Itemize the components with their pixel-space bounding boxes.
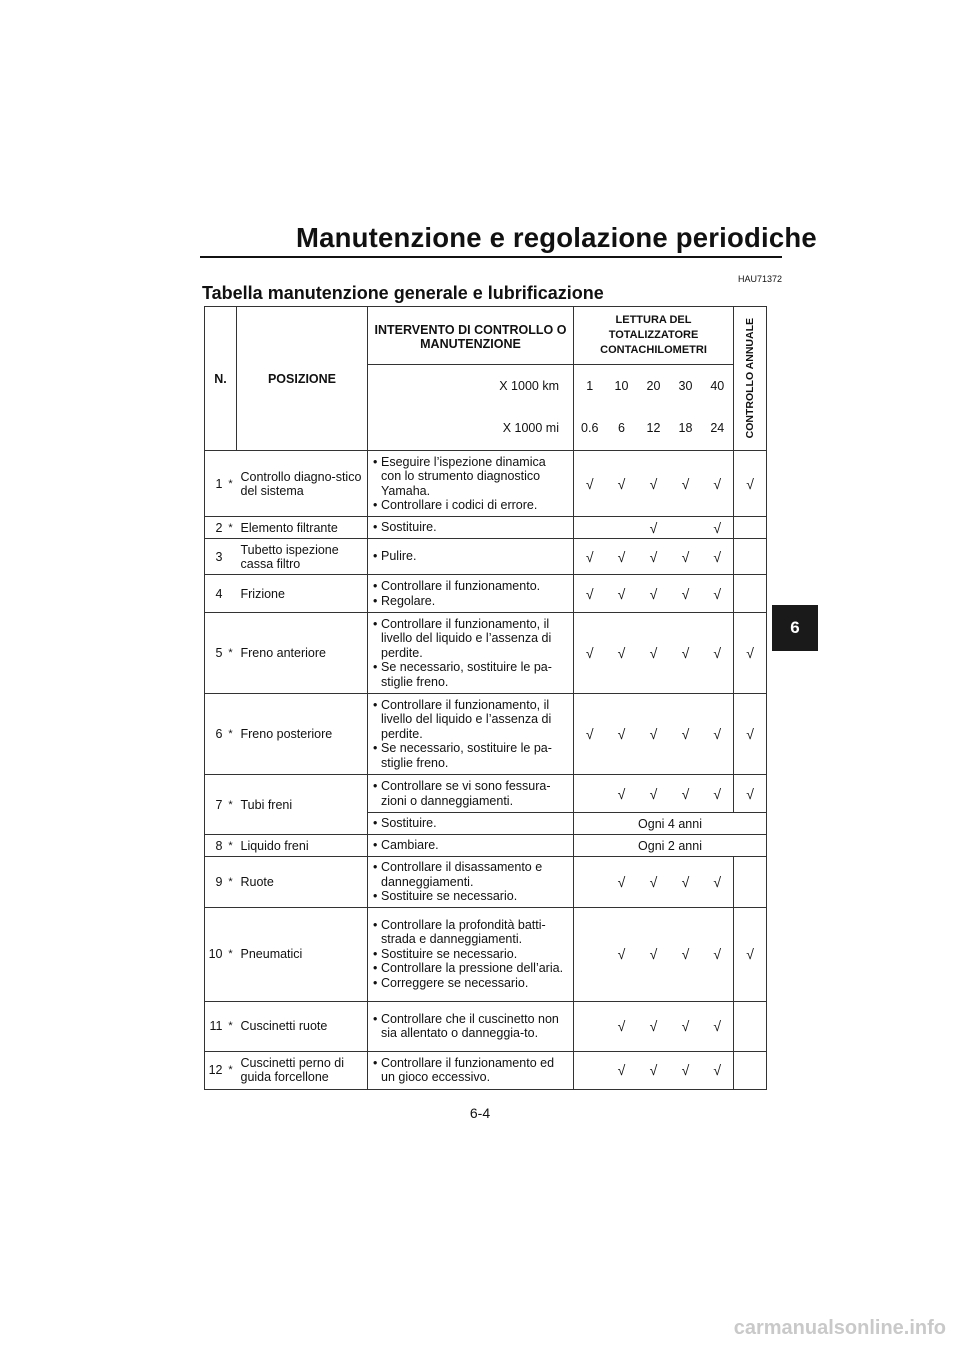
check-mark-icon: √ xyxy=(649,1018,658,1034)
row-number: 8 xyxy=(205,835,225,857)
bullet-text: Sostituire se necessario. xyxy=(381,889,518,903)
bullet-item xyxy=(373,455,569,499)
bullet-text: Sostituire. xyxy=(381,816,437,831)
bullet-icon: • xyxy=(373,838,378,853)
bullet-icon: • xyxy=(373,917,378,932)
check-cell xyxy=(574,775,606,813)
check-cell xyxy=(574,857,606,908)
bullet-icon: • xyxy=(373,961,378,976)
bullet-icon: • xyxy=(373,779,378,793)
table-row xyxy=(205,857,767,908)
bullet-text: Controllare il funzionamento ed un gioco eccessivo. xyxy=(381,1055,555,1084)
check-mark-icon: √ xyxy=(649,645,658,661)
check-cell xyxy=(574,1001,606,1051)
row-position: Pneumatici xyxy=(237,907,368,1001)
row-number: 12 xyxy=(205,1051,225,1089)
check-mark-icon: √ xyxy=(649,726,658,742)
check-cell xyxy=(574,613,606,694)
mi-0.6: 0.6 xyxy=(574,407,606,451)
check-cell xyxy=(574,517,606,539)
check-mark-icon: √ xyxy=(746,946,754,962)
bullet-text: Controllare la pressione dell’aria. xyxy=(381,961,564,976)
check-mark-icon: √ xyxy=(617,1018,626,1034)
row-position: Cuscinetti perno di guida forcellone xyxy=(237,1051,368,1089)
table-row xyxy=(205,775,767,813)
row-position: Controllo diagno-stico del sistema xyxy=(237,451,368,517)
row-position: Elemento filtrante xyxy=(237,517,368,539)
bullet-item xyxy=(373,741,569,770)
check-mark-icon: √ xyxy=(649,1062,658,1078)
check-mark-icon: √ xyxy=(681,726,690,742)
row-star: * xyxy=(225,907,237,1001)
row-10-description xyxy=(368,907,574,1001)
watermark: carmanualsonline.info xyxy=(733,1317,946,1339)
row-7-description xyxy=(368,813,574,835)
row-9-description xyxy=(368,857,574,908)
check-mark-icon: √ xyxy=(681,1062,690,1078)
mi-6: 6 xyxy=(606,407,638,451)
bullet-item xyxy=(373,779,569,808)
bullet-text: Controllare il disassamento e danneggiamenti. xyxy=(381,860,543,889)
row-position: Freno anteriore xyxy=(237,613,368,694)
check-cell xyxy=(606,775,638,813)
check-mark-icon: √ xyxy=(585,585,594,602)
row-star: * xyxy=(225,517,237,539)
check-mark-icon: √ xyxy=(681,946,690,962)
check-mark-icon: √ xyxy=(681,475,690,492)
row-star: * xyxy=(225,613,237,694)
table-row xyxy=(205,835,767,857)
check-mark-icon: √ xyxy=(713,548,722,565)
check-mark-icon: √ xyxy=(617,873,626,890)
check-mark-icon: √ xyxy=(617,548,626,565)
row-position: Frizione xyxy=(237,575,368,613)
check-cell xyxy=(606,539,638,575)
row-5-description xyxy=(368,613,574,694)
check-cell xyxy=(734,1051,767,1089)
check-cell xyxy=(702,1001,734,1051)
bullet-icon: • xyxy=(373,741,378,756)
bullet-item xyxy=(373,918,569,947)
bullet-item xyxy=(373,594,569,609)
check-cell xyxy=(702,451,734,517)
bullet-icon: • xyxy=(373,549,378,564)
check-cell xyxy=(638,1001,670,1051)
check-mark-icon: √ xyxy=(713,645,722,661)
bullet-icon: • xyxy=(373,579,378,593)
check-cell xyxy=(606,575,638,613)
check-mark-icon: √ xyxy=(746,785,754,802)
check-cell xyxy=(574,575,606,613)
check-cell xyxy=(606,694,638,775)
check-mark-icon: √ xyxy=(585,475,594,492)
bullet-item xyxy=(373,549,569,564)
mi-12: 12 xyxy=(638,407,670,451)
row-number: 4 xyxy=(205,575,225,613)
table-row xyxy=(205,1051,767,1089)
header-posizione: POSIZIONE xyxy=(237,307,368,451)
bullet-text: Sostituire se necessario. xyxy=(381,946,518,961)
check-cell xyxy=(606,1051,638,1089)
row-star xyxy=(225,539,237,575)
mi-24: 24 xyxy=(702,407,734,451)
bullet-text: Sostituire. xyxy=(381,520,437,535)
check-cell xyxy=(606,1001,638,1051)
bullet-item xyxy=(373,579,569,594)
check-mark-icon: √ xyxy=(746,645,754,661)
maintenance-table xyxy=(204,306,767,1090)
check-cell xyxy=(702,517,734,539)
table-row xyxy=(205,539,767,575)
check-cell xyxy=(702,907,734,1001)
mi-18: 18 xyxy=(670,407,702,451)
check-mark-icon: √ xyxy=(649,785,658,802)
check-cell xyxy=(670,575,702,613)
check-mark-icon: √ xyxy=(649,946,658,962)
check-mark-icon: √ xyxy=(713,475,722,492)
check-cell xyxy=(606,907,638,1001)
row-number: 1 xyxy=(205,451,225,517)
check-cell xyxy=(702,694,734,775)
check-cell xyxy=(606,517,638,539)
row-position: Freno posteriore xyxy=(237,694,368,775)
check-cell xyxy=(606,613,638,694)
check-mark-icon: √ xyxy=(617,475,626,492)
table-row xyxy=(205,613,767,694)
check-mark-icon: √ xyxy=(585,548,594,565)
row-star: * xyxy=(225,1051,237,1089)
check-mark-icon: √ xyxy=(617,946,626,962)
row-3-description xyxy=(368,539,574,575)
check-cell xyxy=(670,539,702,575)
bullet-icon: • xyxy=(373,946,378,961)
bullet-item xyxy=(373,498,569,513)
header-intervento: INTERVENTO DI CONTROLLO O MANUTENZIONE xyxy=(368,307,574,365)
check-mark-icon: √ xyxy=(713,1018,722,1034)
bullet-item xyxy=(373,1056,569,1085)
check-cell xyxy=(734,575,767,613)
check-cell xyxy=(638,857,670,908)
bullet-item xyxy=(373,816,569,831)
check-mark-icon: √ xyxy=(713,873,722,890)
bullet-item xyxy=(373,860,569,889)
check-cell xyxy=(638,539,670,575)
check-cell xyxy=(670,451,702,517)
check-cell xyxy=(670,1051,702,1089)
bullet-item xyxy=(373,889,569,904)
table-row xyxy=(205,694,767,775)
km-40: 40 xyxy=(702,365,734,407)
check-cell xyxy=(638,775,670,813)
check-cell xyxy=(670,907,702,1001)
km-1: 1 xyxy=(574,365,606,407)
page-title: Manutenzione e regolazione periodiche xyxy=(296,222,817,253)
bullet-icon: • xyxy=(373,616,378,631)
row-position: Tubetto ispezione cassa filtro xyxy=(237,539,368,575)
check-cell xyxy=(734,517,767,539)
row-number: 11 xyxy=(205,1001,225,1051)
bullet-item xyxy=(373,976,569,991)
check-cell xyxy=(734,907,767,1001)
check-cell xyxy=(670,857,702,908)
check-mark-icon: √ xyxy=(649,873,658,890)
check-cell xyxy=(702,1051,734,1089)
row-number: 2 xyxy=(205,517,225,539)
check-cell xyxy=(574,694,606,775)
check-mark-icon: √ xyxy=(617,726,626,742)
km-20: 20 xyxy=(638,365,670,407)
check-cell xyxy=(670,775,702,813)
bullet-text: Controllare il funzionamento, il livello del liquido e l’assenza di perdite. xyxy=(381,616,552,660)
bullet-icon: • xyxy=(373,1011,378,1026)
bullet-text: Cambiare. xyxy=(381,838,439,853)
row-star xyxy=(225,575,237,613)
bullet-text: Pulire. xyxy=(381,549,417,564)
row-number: 7 xyxy=(205,775,225,835)
chapter-tab: 6 xyxy=(772,605,818,651)
check-mark-icon: √ xyxy=(681,585,690,602)
table-row xyxy=(205,1001,767,1051)
check-mark-icon: √ xyxy=(681,785,690,802)
header-lettura: LETTURA DEL TOTALIZZATORE CONTACHILOMETRI xyxy=(574,307,734,365)
check-mark-icon: √ xyxy=(649,585,658,602)
bullet-item xyxy=(373,961,569,976)
check-mark-icon: √ xyxy=(681,873,690,890)
row-star: * xyxy=(225,694,237,775)
bullet-text: Controllare che il cuscinetto non sia allentato o danneggia-to. xyxy=(381,1011,559,1040)
check-cell xyxy=(638,451,670,517)
table-row xyxy=(205,451,767,517)
check-mark-icon: √ xyxy=(681,548,690,565)
check-cell xyxy=(734,775,767,813)
check-cell xyxy=(638,575,670,613)
bullet-text: Eseguire l’ispezione dinamica con lo strumento diagnostico Yamaha. xyxy=(381,454,546,498)
interval-note: Ogni 4 anni xyxy=(574,813,767,835)
row-position: Liquido freni xyxy=(237,835,368,857)
row-12-description xyxy=(368,1051,574,1089)
check-mark-icon: √ xyxy=(617,645,626,661)
row-position: Ruote xyxy=(237,857,368,908)
bullet-text: Se necessario, sostituire le pa-stiglie freno. xyxy=(381,741,552,770)
mi-label: X 1000 mi xyxy=(368,407,574,451)
check-cell xyxy=(574,539,606,575)
row-2-description xyxy=(368,517,574,539)
check-cell xyxy=(638,613,670,694)
bullet-icon: • xyxy=(373,816,378,831)
row-8-description xyxy=(368,835,574,857)
check-cell xyxy=(638,1051,670,1089)
check-cell xyxy=(574,451,606,517)
reference-code: HAU71372 xyxy=(737,274,782,284)
check-cell xyxy=(734,539,767,575)
bullet-text: Controllare il funzionamento, il livello del liquido e l’assenza di perdite. xyxy=(381,697,552,741)
check-cell xyxy=(638,694,670,775)
check-mark-icon: √ xyxy=(649,548,658,565)
check-cell xyxy=(606,451,638,517)
header-n: N. xyxy=(205,307,237,451)
check-cell xyxy=(702,775,734,813)
bullet-icon: • xyxy=(373,975,378,990)
check-mark-icon: √ xyxy=(713,519,722,536)
check-cell xyxy=(702,539,734,575)
check-mark-icon: √ xyxy=(649,519,658,536)
row-number: 10 xyxy=(205,907,225,1001)
row-star: * xyxy=(225,451,237,517)
check-mark-icon: √ xyxy=(713,946,722,962)
bullet-item xyxy=(373,660,569,689)
bullet-icon: • xyxy=(373,889,378,903)
bullet-item xyxy=(373,617,569,661)
bullet-text: Controllare la profondità batti-strada e danneggiamenti. xyxy=(381,917,546,947)
bullet-icon: • xyxy=(373,697,378,712)
check-mark-icon: √ xyxy=(746,726,754,742)
row-7-description xyxy=(368,775,574,813)
table-row xyxy=(205,517,767,539)
row-number: 9 xyxy=(205,857,225,908)
check-mark-icon: √ xyxy=(585,726,594,742)
check-cell xyxy=(670,613,702,694)
bullet-icon: • xyxy=(373,520,378,535)
bullet-text: Controllare se vi sono fessura-zioni o danneggiamenti. xyxy=(381,779,551,808)
row-4-description xyxy=(368,575,574,613)
bullet-icon: • xyxy=(373,454,378,469)
check-cell xyxy=(734,857,767,908)
check-mark-icon: √ xyxy=(681,1018,690,1034)
row-star: * xyxy=(225,835,237,857)
row-star: * xyxy=(225,857,237,908)
row-number: 3 xyxy=(205,539,225,575)
check-mark-icon: √ xyxy=(681,645,690,661)
bullet-text: Regolare. xyxy=(381,593,436,608)
bullet-icon: • xyxy=(373,1055,378,1070)
check-mark-icon: √ xyxy=(713,785,722,802)
check-mark-icon: √ xyxy=(617,585,626,602)
check-cell xyxy=(670,517,702,539)
header-controllo-annuale xyxy=(734,307,767,451)
bullet-item xyxy=(373,947,569,962)
check-cell xyxy=(638,517,670,539)
check-mark-icon: √ xyxy=(713,726,722,742)
check-cell xyxy=(606,857,638,908)
bullet-icon: • xyxy=(373,660,378,675)
table-row xyxy=(205,575,767,613)
bullet-icon: • xyxy=(373,593,378,608)
row-number: 5 xyxy=(205,613,225,694)
header-rule xyxy=(200,256,782,258)
check-cell xyxy=(734,1001,767,1051)
bullet-text: Correggere se necessario. xyxy=(381,975,529,990)
section-title: Tabella manutenzione generale e lubrificazione xyxy=(202,283,604,303)
bullet-item xyxy=(373,838,569,853)
bullet-text: Controllare i codici di errore. xyxy=(381,498,538,512)
check-mark-icon: √ xyxy=(617,1062,626,1078)
check-cell xyxy=(702,613,734,694)
check-cell xyxy=(574,1051,606,1089)
bullet-text: Controllare il funzionamento. xyxy=(381,579,541,593)
row-star: * xyxy=(225,1001,237,1051)
row-1-description xyxy=(368,451,574,517)
controllo-annuale-label: CONTROLLO ANNUALE xyxy=(744,318,757,439)
check-cell xyxy=(670,694,702,775)
row-11-description xyxy=(368,1001,574,1051)
bullet-item xyxy=(373,1012,569,1041)
check-mark-icon: √ xyxy=(617,785,626,802)
page-number: 6-4 xyxy=(469,1105,491,1121)
check-mark-icon: √ xyxy=(713,585,722,602)
check-mark-icon: √ xyxy=(713,1062,722,1078)
check-cell xyxy=(734,694,767,775)
check-mark-icon: √ xyxy=(746,475,754,492)
check-mark-icon: √ xyxy=(649,475,658,492)
check-cell xyxy=(734,613,767,694)
check-cell xyxy=(670,1001,702,1051)
row-number: 6 xyxy=(205,694,225,775)
km-30: 30 xyxy=(670,365,702,407)
check-cell xyxy=(702,857,734,908)
bullet-item xyxy=(373,698,569,742)
bullet-item xyxy=(373,520,569,535)
bullet-icon: • xyxy=(373,860,378,874)
km-10: 10 xyxy=(606,365,638,407)
row-position: Cuscinetti ruote xyxy=(237,1001,368,1051)
interval-note: Ogni 2 anni xyxy=(574,835,767,857)
check-cell xyxy=(638,907,670,1001)
check-cell xyxy=(734,451,767,517)
row-position: Tubi freni xyxy=(237,775,368,835)
km-label: X 1000 km xyxy=(368,365,574,407)
header-row xyxy=(205,307,767,365)
row-star: * xyxy=(225,775,237,835)
row-6-description xyxy=(368,694,574,775)
bullet-text: Se necessario, sostituire le pa-stiglie freno. xyxy=(381,660,552,689)
bullet-icon: • xyxy=(373,498,378,512)
table-row xyxy=(205,907,767,1001)
check-mark-icon: √ xyxy=(585,645,594,661)
check-cell xyxy=(702,575,734,613)
check-cell xyxy=(574,907,606,1001)
